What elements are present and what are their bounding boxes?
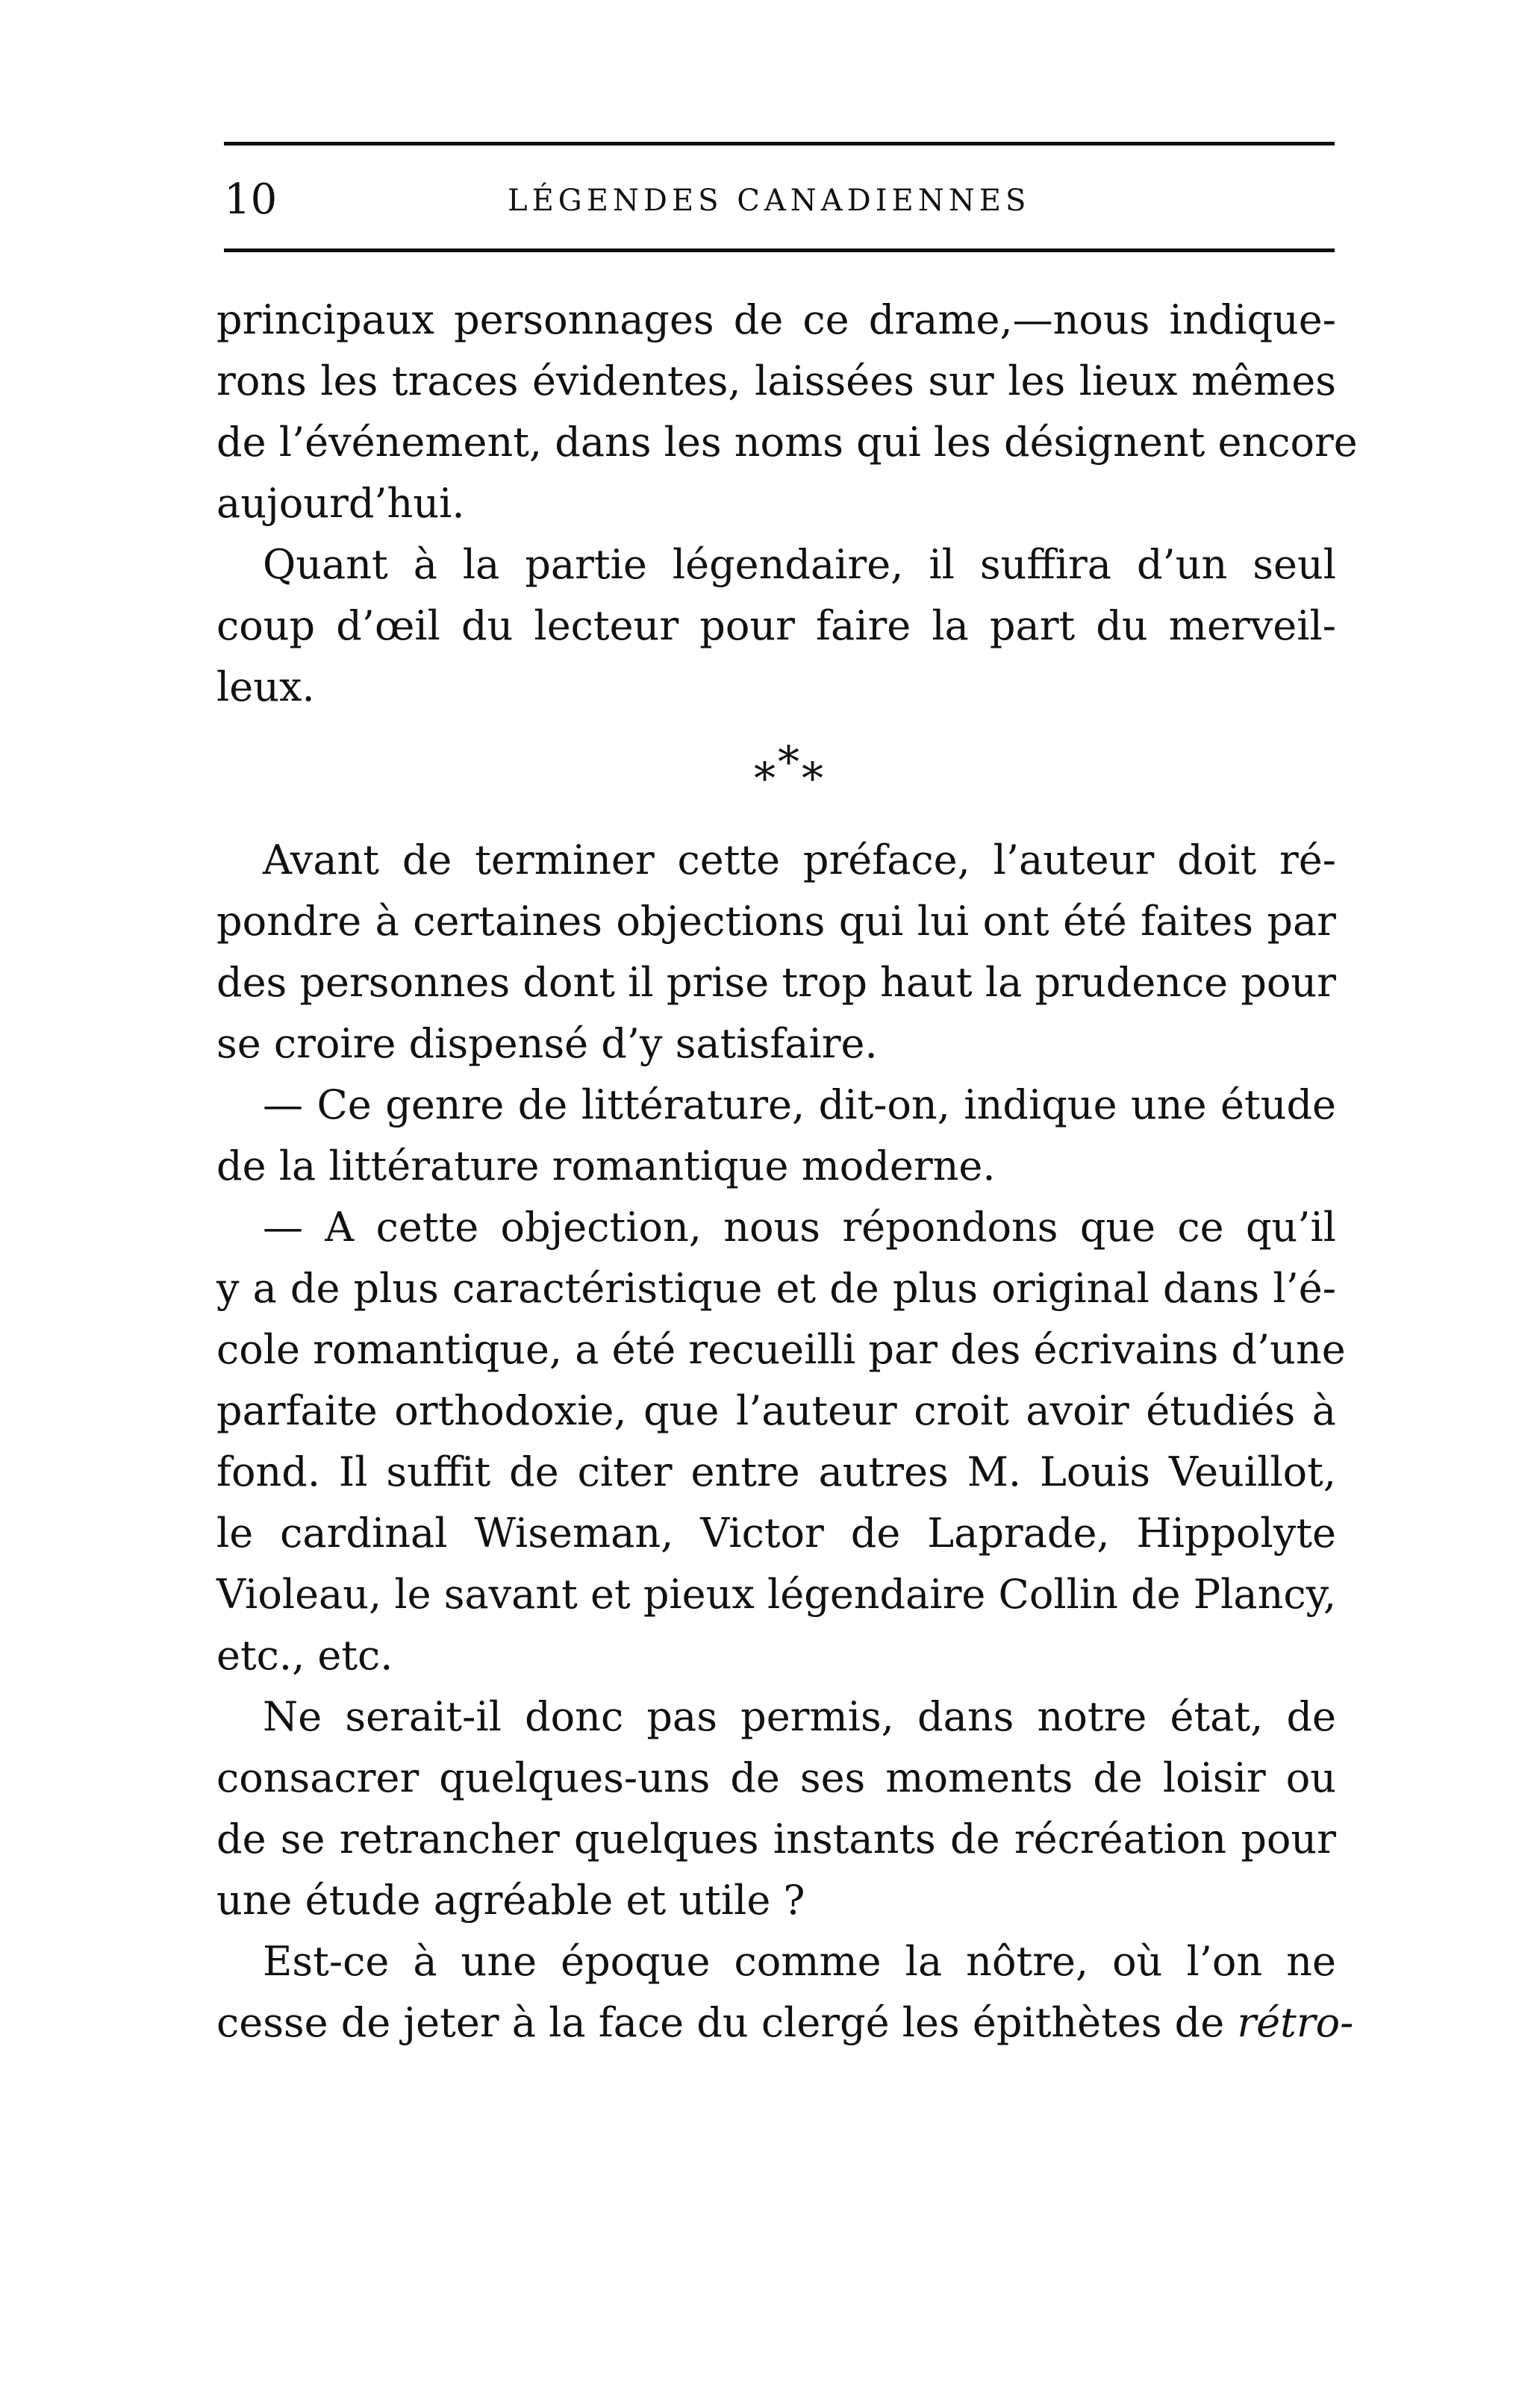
text-line: — A cette objection, nous répondons que ce qu’il	[263, 1204, 1336, 1251]
text-line: Violeau, le savant et pieux légendaire Collin de Plancy,	[216, 1571, 1337, 1618]
paragraph	[216, 830, 1336, 1075]
text-line: Avant de terminer cette préface, l’auteur doit ré-	[263, 836, 1336, 884]
text-line: le cardinal Wiseman, Victor de Laprade, Hippolyte	[216, 1510, 1336, 1557]
text-line: Quant à la partie légendaire, il suffira d’un seul	[263, 541, 1336, 588]
paragraph	[216, 290, 1358, 534]
asterism-star: *	[802, 753, 823, 804]
asterism-star: *	[754, 753, 776, 804]
italic-word: rétro-	[1237, 1999, 1354, 2046]
text-line: y a de plus caractéristique et de plus original dans l’é-	[216, 1265, 1336, 1312]
text-line: fond. Il suffit de citer entre autres M. Louis Veuillot,	[216, 1448, 1336, 1495]
text-line: aujourd’hui.	[216, 480, 465, 527]
text-line: etc., etc.	[216, 1632, 393, 1679]
header-top-rule	[224, 142, 1335, 146]
text-line: de la littérature romantique moderne.	[216, 1142, 996, 1189]
running-title: LÉGENDES CANADIENNES	[508, 184, 1031, 218]
text-line: une étude agréable et utile ?	[216, 1877, 805, 1924]
asterism-star: *	[778, 737, 799, 787]
paragraph	[216, 1197, 1346, 1686]
text-line	[216, 1992, 1354, 2054]
text-line: consacrer quelques-uns de ses moments de loisir ou	[216, 1754, 1336, 1801]
paragraph	[216, 1686, 1336, 1931]
text-line: de l’événement, dans les noms qui les désignent encore	[216, 419, 1358, 466]
text-segment: cesse de jeter à la face du clergé les épithètes de	[216, 1999, 1225, 2046]
text-line: leux.	[216, 663, 315, 710]
text-line: Ne serait-il donc pas permis, dans notre état, de	[263, 1693, 1336, 1740]
text-line: cole romantique, a été recueilli par des écrivains d’une	[216, 1326, 1346, 1373]
text-line: Est-ce à une époque comme la nôtre, où l’on ne	[263, 1938, 1336, 1985]
text-line: de se retrancher quelques instants de récréation pour	[216, 1816, 1336, 1863]
text-line: rons les traces évidentes, laissées sur les lieux mêmes	[216, 357, 1336, 404]
body-text	[216, 290, 1358, 2054]
paragraph	[216, 1075, 1336, 1197]
page-number: 10	[224, 175, 278, 224]
paragraph	[216, 534, 1336, 718]
text-line: coup d’œil du lecteur pour faire la part du merveil-	[216, 602, 1336, 649]
text-line: parfaite orthodoxie, que l’auteur croit avoir étudiés à	[216, 1387, 1336, 1434]
paragraph	[216, 1931, 1354, 2054]
text-line: des personnes dont il prise trop haut la prudence pour	[216, 959, 1336, 1006]
header-bottom-rule	[224, 248, 1335, 252]
running-head	[224, 170, 1335, 230]
asterism	[216, 718, 1336, 830]
text-line: principaux personnages de ce drame,—nous indique-	[216, 296, 1336, 343]
text-line: pondre à certaines objections qui lui ont été faites par	[216, 898, 1336, 945]
text-line: se croire dispensé d’y satisfaire.	[216, 1020, 878, 1067]
text-line: — Ce genre de littérature, dit-on, indique une étude	[263, 1081, 1336, 1128]
